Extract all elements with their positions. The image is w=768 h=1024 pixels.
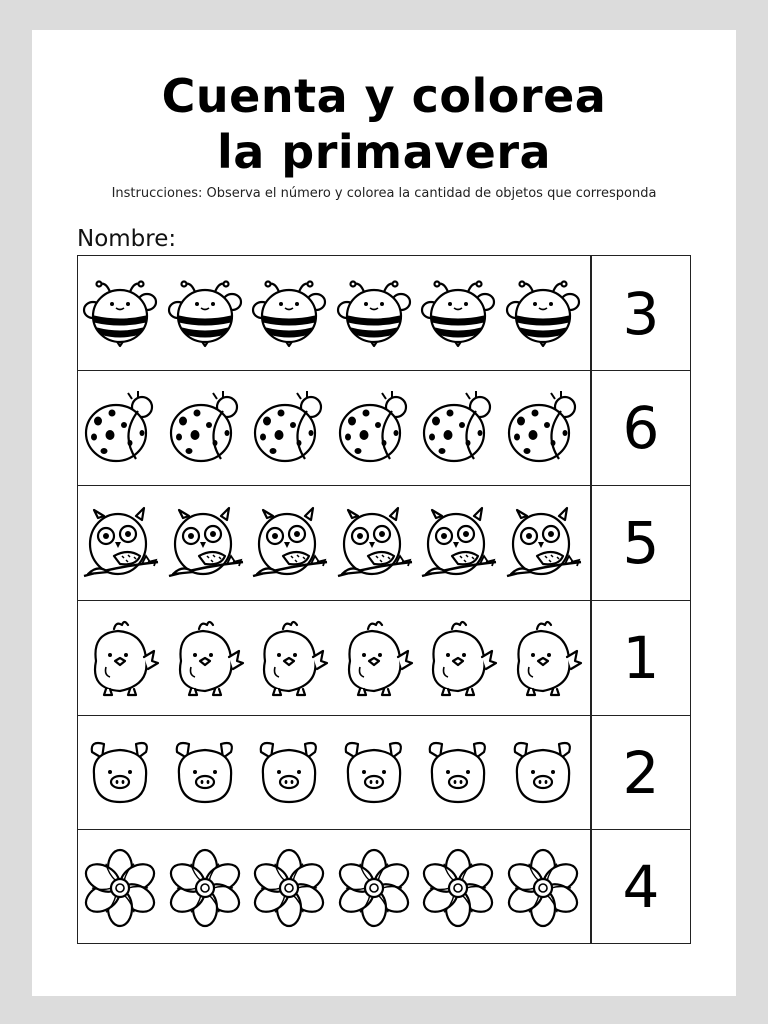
- target-number: 2: [622, 739, 660, 807]
- row-cells: [78, 716, 590, 830]
- ladybug-icon[interactable]: [334, 385, 414, 471]
- bee-icon[interactable]: [418, 270, 498, 356]
- owl-icon[interactable]: [334, 500, 414, 586]
- pig-icon[interactable]: [418, 730, 498, 816]
- chick-icon[interactable]: [80, 615, 160, 701]
- title-line-2: la primavera: [216, 125, 552, 179]
- bee-icon[interactable]: [80, 270, 160, 356]
- bee-icon[interactable]: [249, 270, 329, 356]
- flower-icon[interactable]: [165, 844, 245, 930]
- page-title: [32, 68, 736, 180]
- worksheet-page: [32, 30, 736, 996]
- chick-icon[interactable]: [165, 615, 245, 701]
- flower-icon[interactable]: [334, 844, 414, 930]
- flower-icon[interactable]: [418, 844, 498, 930]
- row-cells: [78, 830, 590, 944]
- target-number: 1: [622, 624, 660, 692]
- chick-icon[interactable]: [334, 615, 414, 701]
- owl-icon[interactable]: [503, 500, 583, 586]
- row-flowers: [78, 829, 690, 944]
- chick-icon[interactable]: [249, 615, 329, 701]
- bee-icon[interactable]: [165, 270, 245, 356]
- flower-icon[interactable]: [503, 844, 583, 930]
- row-cells: [78, 256, 590, 371]
- row-cells: [78, 601, 590, 715]
- target-number: 4: [622, 853, 660, 921]
- target-number: 6: [622, 394, 660, 462]
- name-label: Nombre:: [77, 226, 177, 252]
- row-cells: [78, 486, 590, 600]
- row-pigs: [78, 715, 690, 830]
- counting-grid: [77, 255, 691, 944]
- pig-icon[interactable]: [503, 730, 583, 816]
- row-cells: [78, 371, 590, 485]
- ladybug-icon[interactable]: [503, 385, 583, 471]
- pig-icon[interactable]: [249, 730, 329, 816]
- row-ladybugs: [78, 370, 690, 485]
- owl-icon[interactable]: [165, 500, 245, 586]
- row-chicks: [78, 600, 690, 715]
- ladybug-icon[interactable]: [418, 385, 498, 471]
- target-number: 3: [622, 279, 660, 348]
- flower-icon[interactable]: [249, 844, 329, 930]
- owl-icon[interactable]: [418, 500, 498, 586]
- bee-icon[interactable]: [503, 270, 583, 356]
- chick-icon[interactable]: [418, 615, 498, 701]
- flower-icon[interactable]: [80, 844, 160, 930]
- bee-icon[interactable]: [334, 270, 414, 356]
- pig-icon[interactable]: [165, 730, 245, 816]
- owl-icon[interactable]: [80, 500, 160, 586]
- instructions-text: Instrucciones: Observa el número y colorea la cantidad de objetos que corresponda: [111, 186, 657, 201]
- row-owls: [78, 485, 690, 600]
- ladybug-icon[interactable]: [165, 385, 245, 471]
- pig-icon[interactable]: [80, 730, 160, 816]
- chick-icon[interactable]: [503, 615, 583, 701]
- pig-icon[interactable]: [334, 730, 414, 816]
- ladybug-icon[interactable]: [249, 385, 329, 471]
- owl-icon[interactable]: [249, 500, 329, 586]
- target-number: 5: [622, 509, 660, 577]
- ladybug-icon[interactable]: [80, 385, 160, 471]
- row-bees: [78, 256, 690, 371]
- title-line-1: Cuenta y colorea: [161, 69, 607, 123]
